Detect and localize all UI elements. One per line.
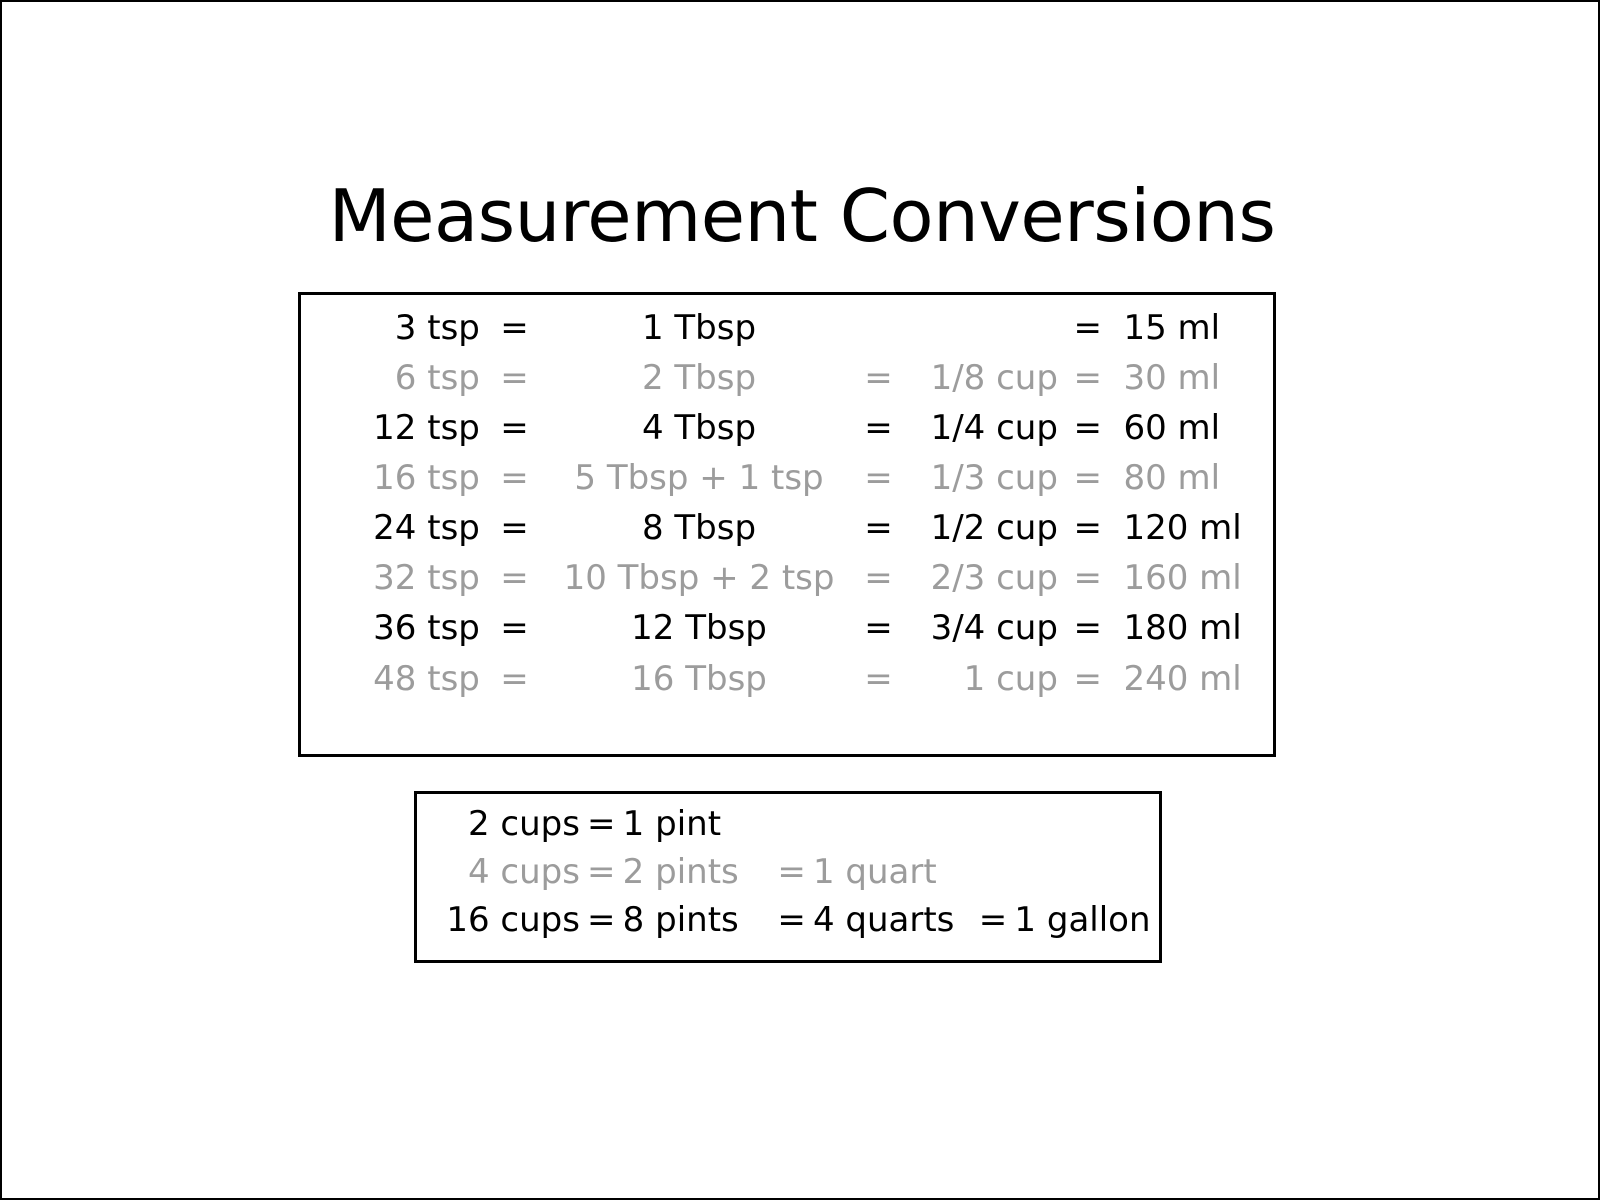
cell-gallons: 1 gallon [1014, 900, 1151, 941]
cell-equals-3: = [1073, 308, 1102, 348]
cell-tbsp: 10 Tbsp + 2 tsp [563, 558, 835, 599]
cell-equals-1: = [500, 358, 529, 399]
cell-tsp: 16 tsp [373, 458, 480, 499]
cell-equals-3: = [1073, 658, 1102, 699]
cell-cup [908, 303, 1058, 353]
cell-gallons [1014, 800, 1159, 848]
cell-cups: 4 cups [467, 852, 580, 893]
cell-equals-3 [972, 848, 1015, 896]
cell-tbsp: 16 Tbsp [631, 658, 767, 699]
cell-equals-3: = [1073, 458, 1102, 499]
table-row [301, 403, 1273, 453]
cell-equals-1: = [500, 458, 529, 499]
cell-equals-1: = [500, 308, 529, 348]
cell-equals-1: = [500, 408, 529, 449]
conversion-table-box [298, 292, 1276, 757]
cell-equals-1: = [587, 804, 616, 844]
cell-ml: 80 ml [1123, 458, 1221, 499]
cell-cup: 2/3 cup [930, 558, 1058, 599]
cell-equals-2 [849, 303, 909, 353]
cell-ml: 180 ml [1123, 608, 1242, 649]
cell-ml: 240 ml [1123, 658, 1242, 699]
cell-tbsp: 4 Tbsp [641, 408, 757, 449]
cell-quarts [813, 800, 972, 848]
table-row [301, 603, 1273, 653]
cell-cup: 1 cup [963, 658, 1058, 699]
volume-table [417, 800, 1159, 944]
cell-equals-2: = [864, 408, 893, 449]
cell-equals-1: = [500, 658, 529, 699]
cell-quarts: 1 quart [812, 852, 937, 893]
cell-equals-2: = [777, 900, 806, 941]
page-title: Measurement Conversions [328, 174, 1276, 258]
cell-gallons [1014, 848, 1159, 896]
cell-equals-2: = [864, 358, 893, 399]
cell-equals-1: = [500, 508, 529, 549]
cell-equals-2: = [777, 852, 806, 893]
cell-ml: 160 ml [1123, 558, 1242, 599]
cell-tsp: 12 tsp [373, 408, 480, 449]
cell-tbsp: 1 Tbsp [641, 308, 757, 348]
cell-tsp: 36 tsp [373, 608, 480, 649]
table-row [417, 848, 1159, 896]
cell-equals-2: = [864, 458, 893, 499]
cell-equals-3 [972, 800, 1015, 848]
cell-cup: 1/4 cup [930, 408, 1058, 449]
cell-tbsp: 8 Tbsp [641, 508, 757, 549]
table-row [301, 654, 1273, 704]
cell-tbsp: 5 Tbsp + 1 tsp [574, 458, 824, 499]
cell-equals-1: = [587, 900, 616, 941]
table-row [417, 800, 1159, 848]
cell-cup: 3/4 cup [930, 608, 1058, 649]
cell-tsp: 48 tsp [373, 658, 480, 699]
cell-tsp: 3 tsp [394, 308, 480, 348]
cell-pints: 1 pint [622, 804, 722, 844]
cell-quarts: 4 quarts [812, 900, 955, 941]
cell-equals-3: = [1073, 558, 1102, 599]
cell-equals-2: = [864, 558, 893, 599]
cell-cup: 1/3 cup [930, 458, 1058, 499]
table-row [417, 896, 1159, 944]
cell-ml: 15 ml [1123, 308, 1221, 348]
cell-equals-3: = [1073, 358, 1102, 399]
cell-equals-2: = [864, 608, 893, 649]
cell-equals-2 [770, 800, 813, 848]
cell-cups: 2 cups [467, 804, 580, 844]
table-row [301, 353, 1273, 403]
cell-equals-1: = [500, 608, 529, 649]
volume-table-box [414, 791, 1162, 963]
cell-tsp: 6 tsp [394, 358, 480, 399]
cell-ml: 30 ml [1123, 358, 1221, 399]
table-row [301, 453, 1273, 503]
cell-tbsp: 12 Tbsp [631, 608, 767, 649]
table-row [301, 303, 1273, 353]
conversion-table [301, 303, 1273, 704]
cell-equals-3: = [1073, 408, 1102, 449]
cell-pints: 2 pints [622, 852, 739, 893]
cell-cup: 1/8 cup [930, 358, 1058, 399]
cell-cups: 16 cups [446, 900, 580, 941]
cell-equals-2: = [864, 658, 893, 699]
table-row [301, 553, 1273, 603]
cell-equals-3: = [978, 900, 1008, 941]
cell-equals-3: = [1073, 608, 1102, 649]
cell-cup: 1/2 cup [930, 508, 1058, 549]
cell-equals-1: = [500, 558, 529, 599]
cell-tbsp: 2 Tbsp [641, 358, 757, 399]
table-row [301, 503, 1273, 553]
cell-tsp: 24 tsp [373, 508, 480, 549]
cell-equals-2: = [864, 508, 893, 549]
cell-pints: 8 pints [622, 900, 739, 941]
cell-equals-3: = [1073, 508, 1102, 549]
cell-ml: 60 ml [1123, 408, 1221, 449]
cell-ml: 120 ml [1123, 508, 1242, 549]
cell-equals-1: = [587, 852, 616, 893]
cell-tsp: 32 tsp [373, 558, 480, 599]
